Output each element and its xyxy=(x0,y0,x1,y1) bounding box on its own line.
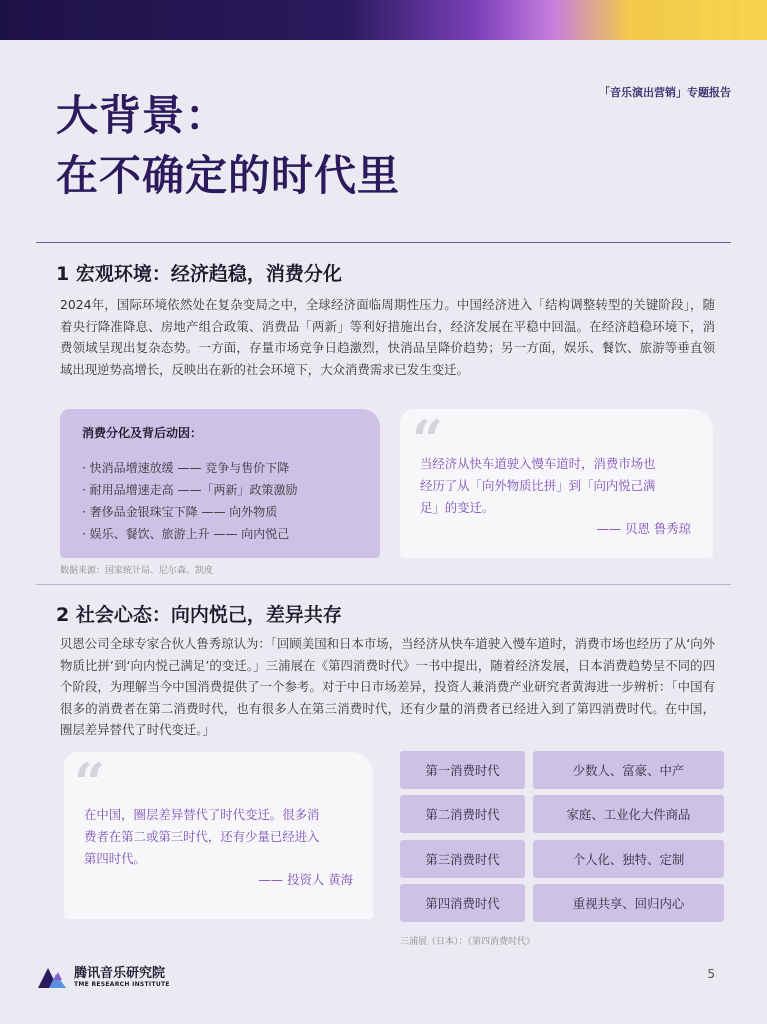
era-name-3: 第三消费时代 xyxy=(400,840,525,878)
tme-logo xyxy=(36,964,170,990)
era-source: 三浦展（日本）：《第四消费时代》 xyxy=(400,937,536,947)
era-name-2: 第二消费时代 xyxy=(400,795,525,833)
quote-mark-icon: “ xyxy=(74,751,106,815)
logo-text-cn: 腾讯音乐研究院 xyxy=(74,966,166,981)
era-name-1: 第一消费时代 xyxy=(400,751,525,789)
list-item: · 快消品增速放缓 —— 竞争与售价下降 xyxy=(82,461,290,475)
quote-line: 费者在第二或第三时代，还有少量已经进入 xyxy=(84,829,320,844)
top-gradient-bar xyxy=(0,0,767,40)
quote-author: —— 贝恩 鲁秀琼 xyxy=(596,521,691,536)
quote-line: 足」的变迁。 xyxy=(420,500,495,515)
tme-logo-icon xyxy=(36,964,70,990)
divider xyxy=(36,242,731,243)
divergence-list xyxy=(82,457,297,545)
quote-mark-icon: “ xyxy=(412,408,444,472)
era-desc-1: 少数人、富豪、中产 xyxy=(533,751,724,789)
quote-text xyxy=(420,453,655,519)
section1-heading: 1 宏观环境：经济趋稳，消费分化 xyxy=(56,263,342,285)
era-name-4: 第四消费时代 xyxy=(400,884,525,922)
quote-box-2 xyxy=(64,752,373,919)
list-item: · 娱乐、餐饮、旅游上升 —— 向内悦己 xyxy=(82,527,290,541)
page-title xyxy=(56,86,400,206)
page-number: 5 xyxy=(707,967,715,981)
era-desc-3: 个人化、独特、定制 xyxy=(533,840,724,878)
page-title-line2: 在不确定的时代里 xyxy=(56,151,401,200)
quote-line: 第四时代。 xyxy=(84,851,146,866)
quote-line: 经历了从「向外物质比拼」到「向内悦己满 xyxy=(420,478,656,493)
section1-paragraph: 2024年，国际环境依然处在复杂变局之中，全球经济面临周期性压力。中国经济进入「结构调整转型的关键阶段」，随着央行降准降息、房地产组合政策、消费品「两新」等利好措施出台，经济发展在平稳中回温。在经济趋稳环境下，消费领域呈现出复杂态势。一方面，存量市场竞争日趋激烈，快消品呈降价趋势；另一方面，娱乐、餐饮、旅游等垂直领域出现逆势高增长，反映出在新的社会环境下，大众消费需求已发生变迁。 xyxy=(60,297,715,377)
list-item: · 耐用品增速走高 ——「两新」政策激励 xyxy=(82,483,298,497)
logo-text-en: TME RESEARCH INSTITUTE xyxy=(74,981,170,988)
era-desc-4: 重视共享、回归内心 xyxy=(533,884,724,922)
section2-paragraph: 贝恩公司全球专家合伙人鲁秀琼认为：「回顾美国和日本市场，当经济从快车道驶入慢车道时，消费市场也经历了从‘向外物质比拼’到‘向内悦己满足’的变迁。」三浦展在《第四消费时代》一书中提出，随着经济发展，日本消费趋势呈不同的四个阶段，为理解当今中国消费提供了一个参考。对于中日市场差异，投资人兼消费产业研究者黄海进一步辨析：「中国有很多的消费者在第二消费时代，也有很多人在第三消费时代，还有少量的消费者已经进入到了第四消费时代。在中国，圈层差异替代了时代变迁。」 xyxy=(60,636,715,737)
box-title: 消费分化及背后动因： xyxy=(82,426,203,440)
quote-text xyxy=(84,804,319,870)
divider xyxy=(36,584,731,585)
section2-heading: 2 社会心态：向内悦己，差异共存 xyxy=(56,604,342,626)
list-item: · 奢侈品金银珠宝下降 —— 向外物质 xyxy=(82,505,278,519)
quote-line: 当经济从快车道驶入慢车道时，消费市场也 xyxy=(420,456,656,471)
consumption-divergence-box xyxy=(60,409,380,558)
data-source: 数据来源：国家统计局、尼尔森、凯度 xyxy=(60,566,214,576)
quote-line: 在中国，圈层差异替代了时代变迁。很多消 xyxy=(84,807,320,822)
quote-author: —— 投资人 黄海 xyxy=(258,872,353,887)
yellow-stripes xyxy=(695,0,767,40)
era-desc-2: 家庭、工业化大件商品 xyxy=(533,795,724,833)
report-tag: 「音乐演出营销」专题报告 xyxy=(599,86,731,99)
quote-box-1 xyxy=(400,409,713,558)
page-title-line1: 大背景： xyxy=(56,91,229,140)
